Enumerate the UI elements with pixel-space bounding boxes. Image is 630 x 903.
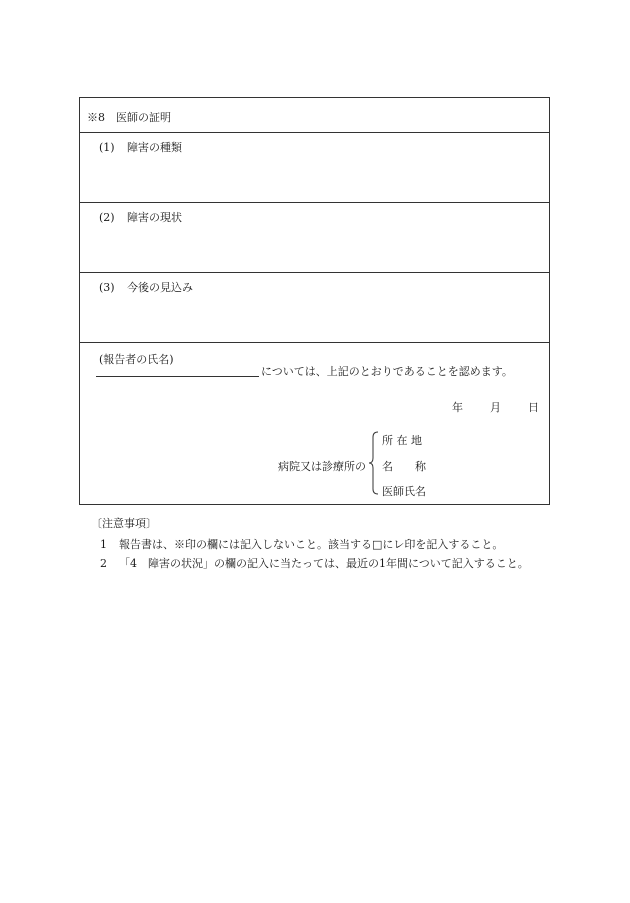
item-label-prognosis — [99, 279, 193, 295]
item-text: 障害の種類 — [127, 141, 182, 154]
reporter-section — [80, 343, 549, 504]
item-number: (2) — [99, 211, 115, 224]
item-number: (3) — [99, 281, 115, 294]
reporter-name-line — [96, 376, 259, 377]
field-name-label: 名 称 — [382, 460, 426, 473]
date-day-label: 日 — [528, 401, 539, 414]
item-label-disability-type — [99, 139, 182, 155]
date-row — [452, 399, 539, 415]
note-item — [100, 555, 529, 571]
hospital-label: 病院又は診療所の — [278, 460, 366, 473]
notes-title: 〔注意事項〕 — [91, 517, 157, 530]
note-number: 2 — [100, 557, 107, 570]
item-row-disability-status — [80, 203, 549, 273]
note-number: 1 — [100, 538, 107, 551]
doctor-certificate-form — [79, 97, 550, 505]
item-text: 障害の現状 — [127, 211, 182, 224]
certificate-title: ※8 医師の証明 — [87, 111, 171, 124]
item-text: 今後の見込み — [127, 281, 193, 294]
field-doctor-name-label: 医師氏名 — [382, 485, 426, 498]
note-text: 報告書は、※印の欄には記入しないこと。該当する□にレ印を記入すること。 — [119, 538, 504, 551]
certificate-header-row — [80, 98, 549, 133]
certification-statement: については、上記のとおりであることを認めます。 — [261, 365, 513, 378]
note-text: 「4 障害の状況」の欄の記入に当たっては、最近の1年間について記入すること。 — [119, 557, 529, 570]
field-address-label: 所 在 地 — [382, 434, 422, 447]
curly-brace-icon — [369, 431, 379, 495]
item-row-disability-type — [80, 133, 549, 203]
item-row-prognosis — [80, 273, 549, 343]
date-month-label: 月 — [490, 401, 501, 414]
date-year-label: 年 — [452, 401, 463, 414]
reporter-name-label: (報告者の氏名) — [99, 353, 174, 366]
item-label-disability-status — [99, 209, 182, 225]
item-number: (1) — [99, 141, 115, 154]
note-item — [100, 536, 503, 552]
